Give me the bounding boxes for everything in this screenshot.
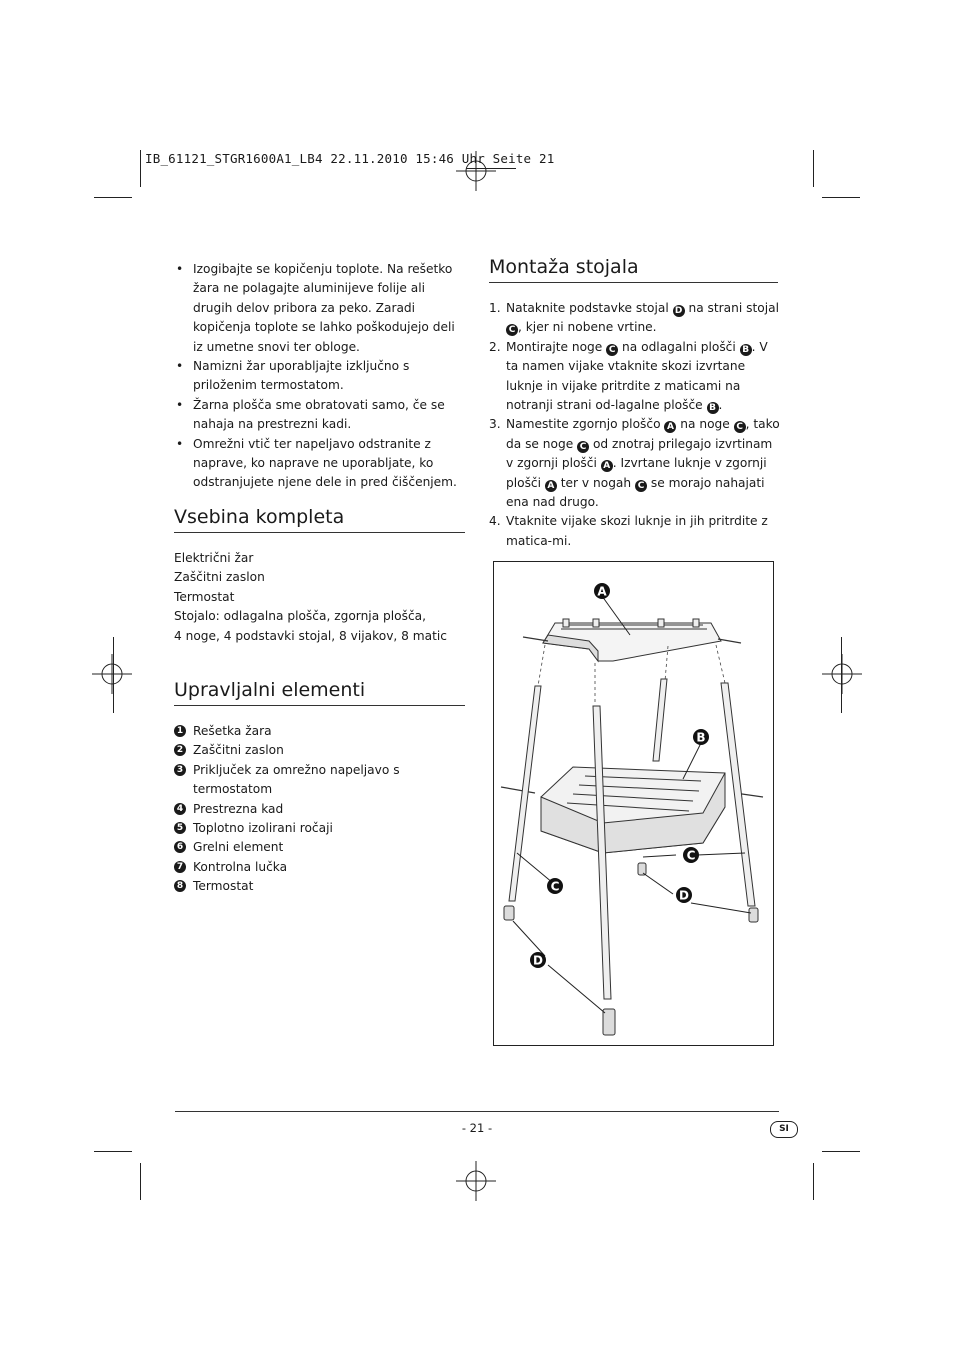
control-label: Kontrolna lučka (193, 859, 288, 874)
letter-badge-icon: B (740, 344, 752, 356)
crop-mark (140, 1163, 141, 1200)
drip-tray-illustration (541, 767, 725, 853)
control-label: Prestrezna kad (193, 801, 284, 816)
control-label: Zaščitni zaslon (193, 743, 284, 758)
step-text-fragment: . V ta namen vijake vtaknite skozi izvrtane luknje in vijake pritrdite z maticami na notranji strani od-lagalne plošče (506, 339, 768, 413)
label-c: C (550, 879, 560, 894)
label-b: B (696, 730, 706, 745)
step-number: 2. (489, 339, 501, 354)
controls-heading: Upravljalni elementi (174, 678, 465, 706)
step-text-fragment: . Izvrtane luknje v zgornji plošči (506, 456, 767, 490)
control-label: Termostat (193, 879, 254, 894)
step-text-fragment: Montirajte noge (506, 339, 607, 354)
assembly-steps (489, 299, 781, 551)
slug-underline (466, 168, 516, 169)
step-text-fragment: na noge (676, 417, 734, 432)
left-column (174, 260, 466, 493)
letter-badge-icon: C (577, 441, 589, 453)
control-label: Priključek za omrežno napeljavo s termostatom (193, 762, 400, 797)
letter-badge-icon: D (673, 305, 685, 317)
contents-line: 4 noge, 4 podstavki stojal, 8 vijakov, 8 matic (174, 628, 448, 643)
step-text-fragment: Namestite zgornjo ploščo (506, 417, 665, 432)
letter-badge-icon: C (635, 480, 647, 492)
assembly-step (489, 415, 781, 512)
step-text (506, 340, 768, 412)
assembly-diagram (493, 561, 774, 1046)
crop-mark (841, 637, 842, 713)
safety-list (174, 260, 466, 493)
label-a: A (597, 584, 607, 599)
number-badge-icon: 3 (174, 764, 186, 776)
control-item (174, 741, 466, 760)
print-slug: IB_61121_STGR1600A1_LB4 22.11.2010 15:46 Uhr Seite 21 (145, 151, 555, 166)
letter-badge-icon: C (506, 324, 518, 336)
page-number: - 21 - (461, 1121, 493, 1135)
step-text-fragment: , kjer ni nobene vrtine. (518, 320, 657, 335)
step-text-fragment: ter v nogah (556, 475, 635, 490)
number-badge-icon: 4 (174, 803, 186, 815)
number-badge-icon: 5 (174, 822, 186, 834)
contents-line: Zaščitni zaslon (174, 570, 265, 585)
label-d: D (533, 953, 543, 968)
control-item (174, 838, 466, 857)
crop-mark (140, 150, 141, 187)
contents-heading: Vsebina kompleta (174, 505, 465, 533)
control-label: Grelni element (193, 840, 284, 855)
number-badge-icon: 7 (174, 861, 186, 873)
assembly-step (489, 338, 781, 416)
control-label: Rešetka žara (193, 724, 272, 738)
language-badge: SI (770, 1121, 798, 1138)
letter-badge-icon: A (601, 460, 613, 472)
contents-line: Električni žar (174, 551, 254, 565)
step-text (506, 417, 780, 509)
step-text-fragment: na strani stojal (684, 301, 779, 315)
contents-line: Termostat (174, 589, 235, 604)
assembly-step (489, 299, 781, 338)
crop-mark (822, 1151, 860, 1152)
step-number: 1. (489, 301, 501, 315)
safety-item: • Omrežni vtič ter napeljavo odstranite z naprave, ko naprave ne uporabljate, ko odstranjujete njene dele in pred čiščenjem. (174, 435, 466, 493)
safety-item: • Namizni žar uporabljajte izključno s priloženim termostatom. (174, 357, 466, 396)
step-text (506, 514, 768, 547)
steps-list (489, 299, 781, 551)
crop-mark (813, 1163, 814, 1200)
number-badge-icon: 8 (174, 880, 186, 892)
step-number: 4. (489, 514, 501, 529)
safety-item: • Izogibajte se kopičenju toplote. Na rešetko žara ne polagajte aluminijeve folije ali drugih delov pribora za peko. Zaradi kopičenja toplote se lahko poškodujejo deli iz umetne snovi ter obloge. (174, 260, 466, 357)
contents-line: Stojalo: odlagalna plošča, zgornja plošča, (174, 609, 427, 624)
crop-mark (822, 197, 860, 198)
step-text-fragment: . (718, 398, 723, 413)
label-d: D (679, 888, 689, 903)
control-item (174, 800, 466, 819)
letter-badge-icon: C (606, 344, 618, 356)
assembly-step (489, 512, 781, 551)
crop-mark (94, 1151, 132, 1152)
step-text-fragment: na odlagalni plošči (618, 339, 740, 354)
registration-mark-bottom (456, 1161, 496, 1201)
crop-mark (113, 637, 114, 713)
letter-badge-icon: A (545, 480, 557, 492)
footer-rule (175, 1111, 779, 1112)
registration-mark-right (822, 654, 862, 694)
number-badge-icon: 1 (174, 725, 186, 737)
control-item (174, 819, 466, 838)
registration-mark-left (92, 654, 132, 694)
step-text-fragment: Nataknite podstavke stojal (506, 301, 673, 315)
crop-mark (94, 197, 132, 198)
letter-badge-icon: A (664, 421, 676, 433)
control-item (174, 877, 466, 896)
letter-badge-icon: B (707, 402, 719, 414)
step-text-fragment: , tako da se noge (506, 417, 780, 451)
step-text-fragment: Vtaknite vijake skozi luknje in jih pritrdite z matica-mi. (506, 514, 768, 548)
step-text (506, 301, 779, 334)
control-item (174, 722, 466, 741)
step-text-fragment: se morajo nahajati ena nad drugo. (506, 475, 765, 510)
number-badge-icon: 6 (174, 841, 186, 853)
number-badge-icon: 2 (174, 744, 186, 756)
contents-list (174, 549, 466, 646)
label-c: C (686, 848, 696, 863)
control-item (174, 858, 466, 877)
controls-list (174, 722, 466, 897)
crop-mark (813, 150, 814, 187)
control-item (174, 761, 466, 800)
safety-item: • Žarna plošča sme obratovati samo, če se nahaja na prestrezni kadi. (174, 396, 466, 435)
control-label: Toplotno izolirani ročaji (193, 821, 333, 836)
step-number: 3. (489, 417, 501, 432)
letter-badge-icon: C (734, 421, 746, 433)
assembly-heading: Montaža stojala (489, 255, 778, 283)
step-text-fragment: od znotraj prilegajo izvrtinam v zgornji plošči (506, 436, 773, 471)
